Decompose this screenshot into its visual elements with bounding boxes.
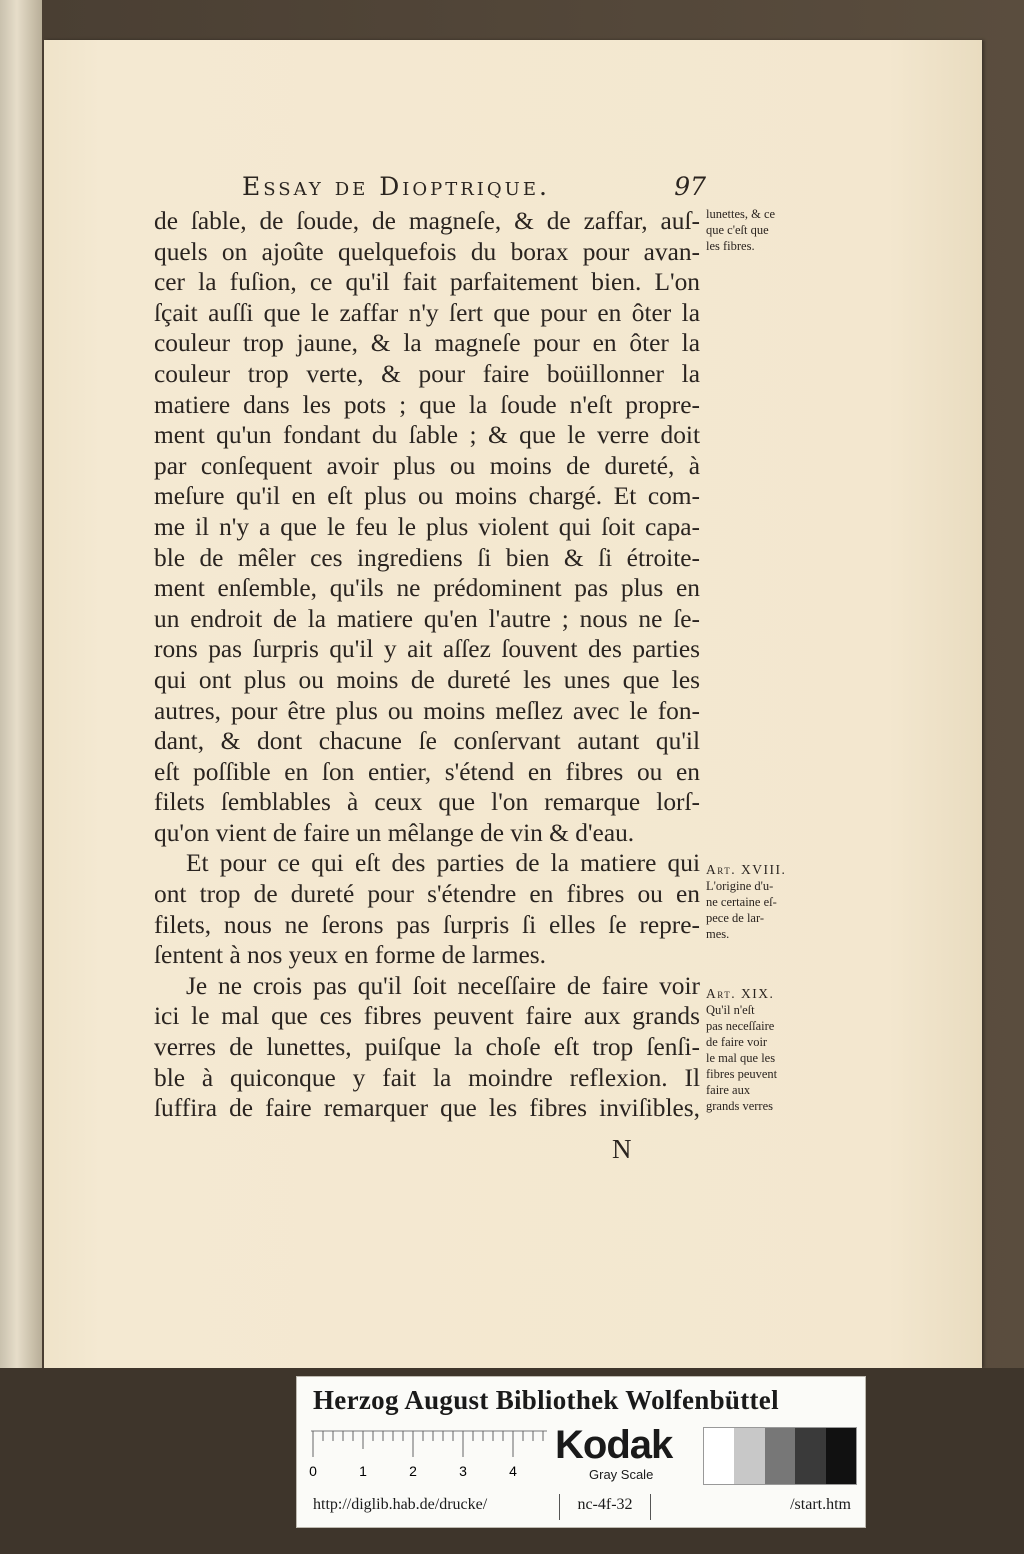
margin-note-line: L'origine d'u-	[706, 879, 774, 893]
text-line: ment qu'un fondant du ſable ; & que le verre doit	[154, 421, 700, 450]
gray-swatch	[734, 1428, 764, 1484]
ruler-label: 2	[409, 1463, 417, 1479]
text-line: ment enſemble, qu'ils ne prédominent pas plus en	[154, 574, 700, 603]
grayscale-label: Gray Scale	[589, 1467, 654, 1482]
adjacent-page-edge	[0, 0, 42, 1554]
url-row	[313, 1494, 851, 1520]
text-line: couleur trop verte, & pour faire boüillonner la	[154, 359, 700, 388]
margin-note-line: pas neceſſaire	[706, 1019, 775, 1033]
text-line: qui ont plus ou moins de dureté les unes que les	[154, 665, 700, 694]
margin-note-continued	[706, 206, 810, 254]
margin-note-line: lunettes, & ce	[706, 207, 776, 221]
text-line: me il n'y a que le feu le plus violent qui ſoit capa-	[154, 512, 700, 541]
margin-note-art-xviii	[706, 862, 810, 942]
text-line: qu'on vient de faire un mêlange de vin & d'eau.	[154, 818, 635, 847]
ruler-label: 0	[309, 1463, 317, 1479]
signature-mark: N	[612, 1134, 632, 1164]
ruler-label: 3	[459, 1463, 467, 1479]
text-line: ble à quiconque y fait la moindre reflexion. Il	[154, 1063, 700, 1092]
url-suffix: /start.htm	[790, 1496, 851, 1513]
text-line: quels on ajoûte quelquefois du borax pour avan-	[154, 237, 700, 266]
margin-note-line: fibres peuvent	[706, 1067, 778, 1081]
text-line: filets, nous ne ſerons pas ſurpris ſi elles ſe repre-	[154, 910, 700, 939]
shelfmark: nc-4f-32	[559, 1494, 651, 1520]
margin-note-line: pece de lar-	[706, 911, 765, 925]
grayscale-swatches	[703, 1427, 857, 1485]
text-line: par conſequent avoir plus ou moins de dureté, à	[154, 451, 700, 480]
gray-swatch	[765, 1428, 795, 1484]
margin-note-art-xix	[706, 986, 810, 1114]
kodak-logo: Kodak	[555, 1423, 673, 1467]
margin-note-heading: Art. XIX.	[706, 986, 775, 1001]
margin-note-line: Qu'il n'eſt	[706, 1003, 755, 1017]
gray-swatch	[826, 1428, 856, 1484]
text-line: ici le mal que ces fibres peuvent faire aux grands	[154, 1002, 700, 1031]
margin-note-line: de faire voir	[706, 1035, 768, 1049]
running-title: Essay de Dioptrique.	[242, 172, 550, 201]
text-line: un endroit de la matiere qu'en l'autre ; nous ne ſe-	[154, 604, 700, 633]
text-line: ſçait auſſi que le zaffar n'y ſert que pour en ôter la	[154, 298, 700, 327]
margin-note-line: les fibres.	[706, 239, 755, 253]
text-line: rons pas ſurpris qu'il y ait aſſez ſouvent des parties	[154, 635, 700, 664]
text-line: dant, & dont chacune ſe conſervant autant qu'il	[154, 727, 700, 756]
library-color-card	[296, 1376, 866, 1528]
gray-swatch	[795, 1428, 825, 1484]
ruler-label: 4	[509, 1463, 517, 1479]
text-line: de ſable, de ſoude, de magneſe, & de zaffar, auſ-	[154, 207, 700, 235]
text-line: filets ſemblables à ceux que l'on remarque lorſ-	[154, 788, 700, 817]
scale-ruler	[311, 1429, 547, 1481]
margin-note-heading: Art. XVIII.	[706, 862, 787, 877]
margin-note-line: grands verres	[706, 1099, 773, 1113]
text-line: ſuffira de faire remarquer que les fibres inviſibles,	[154, 1094, 700, 1123]
text-line: verres de lunettes, puiſque la choſe eſt trop ſenſi-	[154, 1033, 700, 1062]
body-text	[154, 206, 700, 1124]
url-prefix: http://diglib.hab.de/drucke/	[313, 1496, 488, 1513]
ruler-label: 1	[359, 1463, 367, 1479]
margin-note-line: le mal que les	[706, 1051, 776, 1065]
text-line: ont trop de dureté pour s'étendre en fibres ou en	[154, 880, 700, 909]
text-line: ble de mêler ces ingrediens ſi bien & ſi étroite-	[154, 543, 700, 572]
text-line: matiere dans les pots ; que la ſoude n'eſt propre-	[154, 390, 700, 419]
text-line: Et pour ce qui eſt des parties de la matiere qui	[186, 849, 700, 878]
library-name: Herzog August Bibliothek Wolfenbüttel	[313, 1385, 779, 1415]
text-line: couleur trop jaune, & la magneſe pour en ôter la	[154, 329, 700, 358]
text-line: autres, pour être plus ou moins meſlez avec le fon-	[154, 696, 700, 725]
ruler-ticks	[313, 1431, 543, 1457]
text-line: meſure qu'il en eſt plus ou moins chargé. Et com-	[154, 482, 700, 511]
margin-note-line: faire aux	[706, 1083, 751, 1097]
margin-note-line: que c'eſt que	[706, 223, 769, 237]
gray-swatch	[704, 1428, 734, 1484]
page-number: 97	[674, 172, 706, 201]
running-header	[196, 172, 706, 206]
text-line: ſentent à nos yeux en forme de larmes.	[154, 941, 547, 970]
text-line: cer la fuſion, ce qu'il fait parfaitement bien. L'on	[154, 268, 700, 297]
margin-note-line: mes.	[706, 927, 730, 941]
text-line: Je ne crois pas qu'il ſoit neceſſaire de faire voir	[186, 971, 700, 1000]
margin-note-line: ne certaine eſ-	[706, 895, 777, 909]
text-line: eſt poſſible en ſon entier, s'étend en fibres ou en	[154, 757, 700, 786]
